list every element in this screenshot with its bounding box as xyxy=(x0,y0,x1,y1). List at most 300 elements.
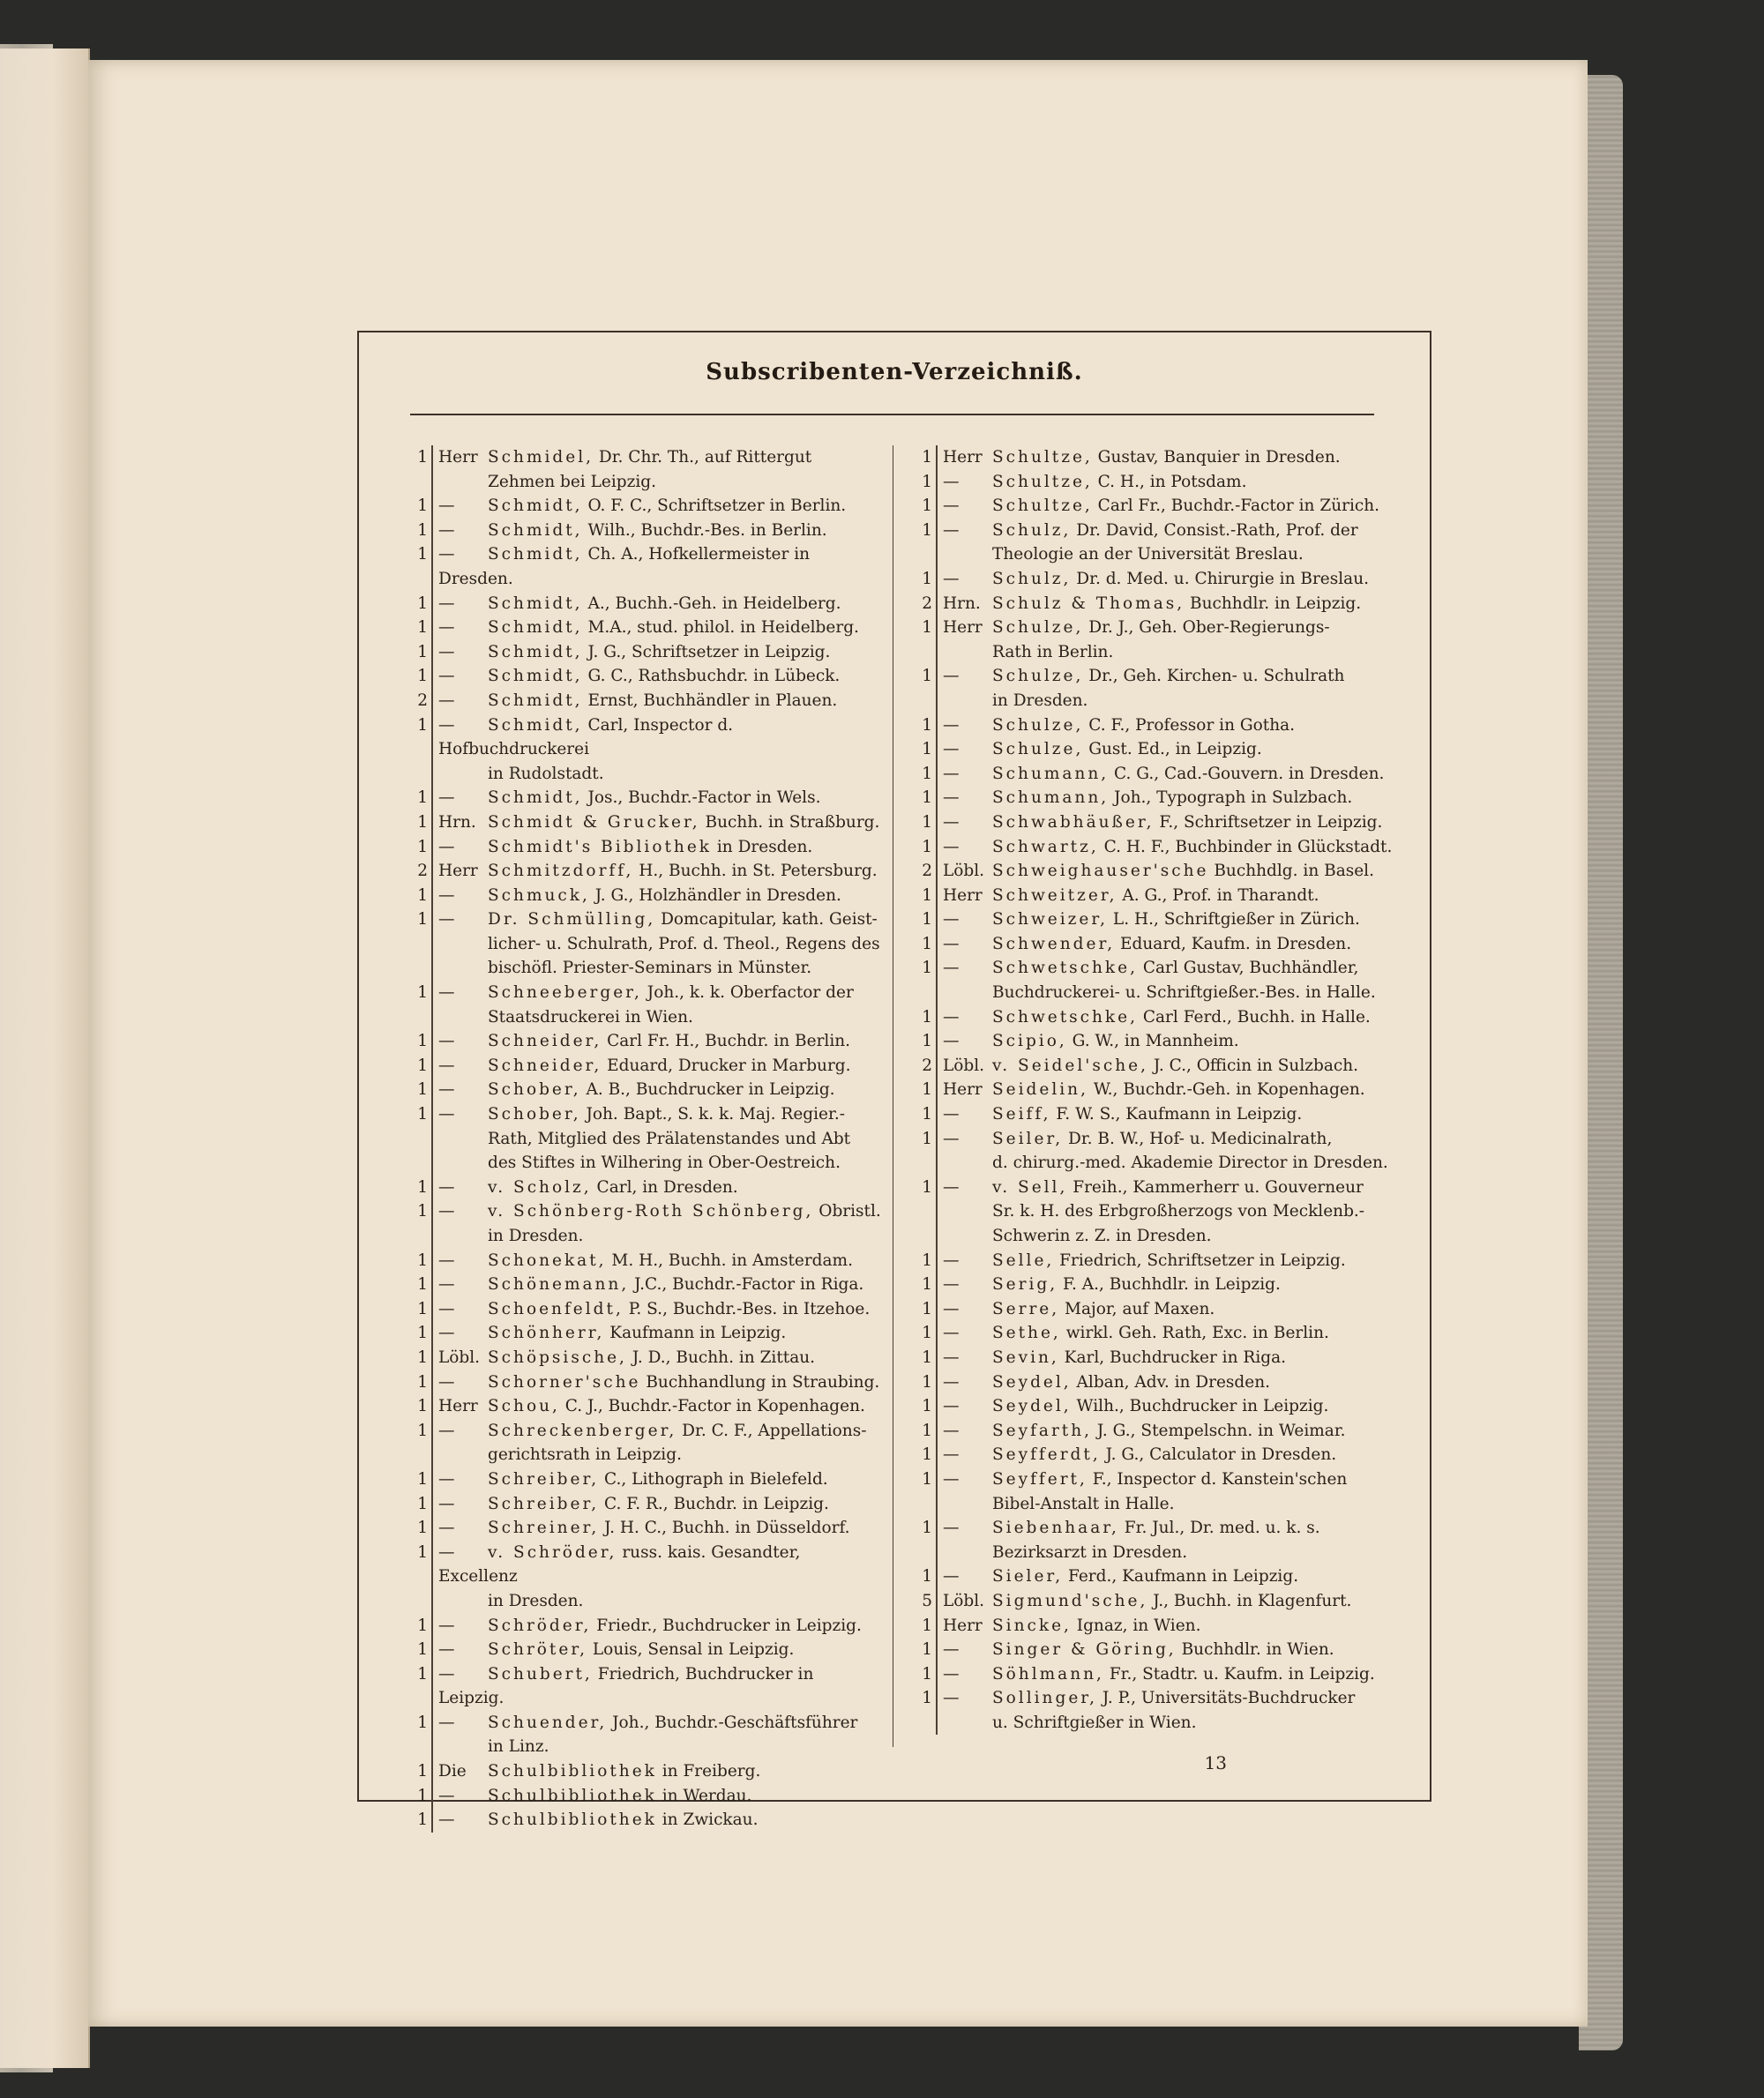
subscriber-entry xyxy=(401,1176,882,1200)
subscriber-text xyxy=(438,786,882,810)
subscriber-details: C. H. F., Buchbinder in Glückstadt. xyxy=(1098,837,1393,856)
subscriber-details: M. H., Buchh. in Amsterdam. xyxy=(606,1251,853,1270)
title-prefix: — xyxy=(438,520,455,540)
subscriber-entry xyxy=(401,542,882,591)
copies-count: 1 xyxy=(417,910,428,930)
subscriber-details: A. G., Prof. in Tharandt. xyxy=(1117,885,1319,905)
subscriber-details: Buchhandlung in Straubing. xyxy=(640,1372,880,1392)
subscriber-details: Carl, in Dresden. xyxy=(591,1177,738,1197)
subscriber-details: Alban, Adv. in Dresden. xyxy=(1071,1372,1271,1392)
subscriber-name: Schonekat, xyxy=(488,1251,607,1270)
subscriber-text xyxy=(943,762,1400,787)
subscriber-text xyxy=(943,835,1400,860)
subscriber-text xyxy=(943,1176,1400,1249)
copies-count: 1 xyxy=(417,788,428,808)
subscriber-text xyxy=(438,884,882,908)
title-prefix: Löbl. xyxy=(943,1056,985,1075)
title-prefix: — xyxy=(943,788,960,808)
subscriber-text xyxy=(438,1614,882,1639)
subscriber-text xyxy=(438,1249,882,1273)
subscriber-entry xyxy=(401,592,882,616)
subscriber-details-continued: Zehmen bei Leipzig. xyxy=(488,472,656,491)
subscriber-name: Sincke, xyxy=(992,1616,1072,1635)
subscriber-details-continued: Rath in Berlin. xyxy=(992,642,1114,661)
subscriber-name: Seyfferdt, xyxy=(992,1445,1101,1465)
copies-count: 2 xyxy=(922,594,932,613)
copies-count: 1 xyxy=(417,1056,428,1075)
copies-count: 1 xyxy=(922,472,932,491)
facing-page-edge xyxy=(0,49,90,2068)
copies-count: 1 xyxy=(922,1445,932,1465)
copies-count: 1 xyxy=(922,1348,932,1367)
subscriber-name: Seiff, xyxy=(992,1105,1051,1124)
count-separator xyxy=(431,616,433,640)
page-frame xyxy=(357,331,1431,1830)
title-prefix: — xyxy=(438,1542,455,1562)
title-prefix: Herr xyxy=(438,448,478,467)
subscriber-details: F., Inspector d. Kanstein'schen xyxy=(1087,1469,1348,1489)
title-prefix: — xyxy=(943,1372,960,1392)
count-separator xyxy=(431,1516,433,1541)
subscriber-text xyxy=(438,1492,882,1517)
subscriber-entry xyxy=(401,1614,882,1639)
subscriber-name: Schneeberger, xyxy=(488,983,642,1003)
subscriber-details-continued: in Linz. xyxy=(488,1737,549,1757)
title-prefix: — xyxy=(438,1177,455,1197)
subscriber-entry xyxy=(906,1176,1400,1249)
title-prefix: — xyxy=(943,740,960,759)
title-prefix: — xyxy=(438,594,455,613)
title-prefix: — xyxy=(943,1275,960,1295)
subscriber-text xyxy=(943,616,1400,664)
subscriber-entry xyxy=(906,1467,1400,1516)
copies-count: 1 xyxy=(922,1397,932,1416)
title-prefix: — xyxy=(943,910,960,930)
subscriber-details: L. H., Schriftgießer in Zürich. xyxy=(1108,910,1360,930)
copies-count: 1 xyxy=(922,1567,932,1587)
subscriber-details: J. P., Universitäts-Buchdrucker xyxy=(1096,1689,1356,1708)
subscriber-details: F. A., Buchhdlr. in Leipzig. xyxy=(1058,1275,1281,1295)
copies-count: 1 xyxy=(417,1348,428,1367)
subscriber-entry xyxy=(906,519,1400,567)
title-prefix: — xyxy=(943,1177,960,1197)
title-prefix: — xyxy=(438,788,455,808)
copies-count: 1 xyxy=(417,1275,428,1295)
copies-count: 1 xyxy=(922,1324,932,1343)
subscriber-name: Seyfarth, xyxy=(992,1421,1093,1440)
subscriber-text xyxy=(943,1029,1400,1054)
subscriber-text xyxy=(438,981,882,1029)
subscriber-name: Schreiner, xyxy=(488,1519,600,1538)
title-prefix: — xyxy=(438,691,455,710)
subscriber-entry xyxy=(906,567,1400,592)
subscriber-entry xyxy=(401,1394,882,1419)
subscriber-details: J. G., Stempelschn. in Weimar. xyxy=(1092,1421,1346,1440)
count-separator xyxy=(431,835,433,860)
subscriber-text xyxy=(438,1273,882,1297)
title-prefix: — xyxy=(943,1129,960,1148)
title-prefix: — xyxy=(943,1519,960,1538)
subscriber-name: Schmidt, xyxy=(488,788,583,808)
count-separator xyxy=(431,810,433,835)
subscriber-name: Schmuck, xyxy=(488,885,590,905)
title-prefix: — xyxy=(438,1324,455,1343)
count-separator xyxy=(936,1662,938,1687)
copies-count: 1 xyxy=(922,520,932,540)
subscriber-name: Schröder, xyxy=(488,1616,592,1635)
subscriber-name: Schulze, xyxy=(992,715,1084,735)
subscriber-name: Schumann, xyxy=(992,788,1110,808)
subscriber-details: Jos., Buchdr.-Factor in Wels. xyxy=(582,788,821,808)
copies-count: 1 xyxy=(417,983,428,1003)
subscriber-entry xyxy=(906,1054,1400,1079)
subscriber-entry xyxy=(906,1370,1400,1395)
subscriber-details: Carl Gustav, Buchhändler, xyxy=(1137,959,1359,978)
subscriber-text xyxy=(943,1516,1400,1564)
title-prefix: — xyxy=(438,1032,455,1051)
copies-count: 1 xyxy=(922,959,932,978)
title-prefix: Herr xyxy=(943,885,983,905)
title-prefix: Herr xyxy=(943,618,983,638)
copies-count: 1 xyxy=(922,448,932,467)
count-separator xyxy=(936,1273,938,1297)
count-separator xyxy=(936,1467,938,1516)
subscriber-name: Söhlmann, xyxy=(992,1664,1104,1684)
subscriber-text xyxy=(943,1564,1400,1589)
count-separator xyxy=(936,737,938,762)
subscriber-name: Siebenhaar, xyxy=(992,1519,1119,1538)
count-separator xyxy=(936,1249,938,1273)
subscriber-details: Louis, Sensal in Leipzig. xyxy=(587,1640,795,1660)
copies-count: 1 xyxy=(922,715,932,735)
subscriber-text xyxy=(943,1273,1400,1297)
copies-count: 1 xyxy=(417,812,428,832)
subscriber-name: v. Schönberg-Roth Schönberg, xyxy=(488,1202,814,1221)
copies-count: 2 xyxy=(417,862,428,881)
title-prefix: — xyxy=(438,1372,455,1392)
subscriber-entry xyxy=(401,1759,882,1784)
subscriber-name: Serig, xyxy=(992,1275,1058,1295)
copies-count: 1 xyxy=(922,1032,932,1051)
count-separator xyxy=(431,1467,433,1492)
subscriber-details: H., Buchh. in St. Petersburg. xyxy=(633,862,878,881)
title-prefix: Herr xyxy=(943,1080,983,1100)
subscriber-text xyxy=(438,1370,882,1395)
subscriber-text xyxy=(438,519,882,543)
count-separator xyxy=(431,664,433,689)
copies-count: 2 xyxy=(922,1056,932,1075)
count-separator xyxy=(431,1321,433,1346)
subscriber-details: russ. kais. Gesandter, Excellenz xyxy=(438,1542,801,1587)
subscriber-entry xyxy=(401,859,882,884)
subscriber-text xyxy=(943,956,1400,1004)
subscriber-entry xyxy=(401,664,882,689)
count-separator xyxy=(936,810,938,835)
subscriber-entry xyxy=(906,1249,1400,1273)
copies-count: 1 xyxy=(417,618,428,638)
copies-count: 1 xyxy=(417,1786,428,1805)
subscriber-text xyxy=(438,616,882,640)
subscriber-name: Schwetschke, xyxy=(992,1007,1138,1027)
title-prefix: — xyxy=(438,1105,455,1124)
count-separator xyxy=(936,470,938,495)
subscriber-details-continued: in Dresden. xyxy=(992,691,1088,710)
title-prefix: Die xyxy=(438,1762,467,1781)
count-separator xyxy=(936,1127,938,1176)
subscriber-details: G. W., in Mannheim. xyxy=(1066,1032,1239,1051)
subscriber-name: Schmidt, xyxy=(488,642,583,661)
count-separator xyxy=(936,664,938,713)
subscriber-entry xyxy=(906,494,1400,519)
subscriber-entry xyxy=(906,737,1400,762)
count-separator xyxy=(431,1054,433,1079)
title-prefix: — xyxy=(943,1348,960,1367)
copies-count: 1 xyxy=(417,1324,428,1343)
subscriber-details: J. G., Holzhändler in Dresden. xyxy=(589,885,841,905)
count-separator xyxy=(431,786,433,810)
subscriber-name: Schmidt & Grucker, xyxy=(488,812,700,832)
subscriber-entry xyxy=(906,445,1400,470)
title-prefix: — xyxy=(438,1811,455,1830)
count-separator xyxy=(431,1346,433,1370)
count-separator xyxy=(936,1564,938,1589)
subscriber-details: A., Buchh.-Geh. in Heidelberg. xyxy=(582,594,841,613)
subscriber-text xyxy=(438,1541,882,1614)
subscriber-name: Schultze, xyxy=(992,472,1093,491)
subscriber-entry xyxy=(906,1029,1400,1054)
subscriber-entry xyxy=(401,1029,882,1054)
count-separator xyxy=(936,713,938,738)
subscriber-name: Schulze, xyxy=(992,667,1084,686)
subscriber-text xyxy=(943,1614,1400,1639)
subscriber-entry xyxy=(906,1102,1400,1127)
title-prefix: — xyxy=(943,812,960,832)
subscriber-details: O. F. C., Schriftsetzer in Berlin. xyxy=(582,497,847,516)
copies-count: 1 xyxy=(417,1616,428,1635)
subscriber-entry xyxy=(401,1249,882,1273)
copies-count: 1 xyxy=(417,1397,428,1416)
count-separator xyxy=(936,1638,938,1662)
subscriber-text xyxy=(943,1589,1400,1614)
subscriber-entry xyxy=(906,1638,1400,1662)
subscriber-entry xyxy=(906,1273,1400,1297)
subscriber-text xyxy=(438,1784,882,1809)
subscriber-name: Schmidt, xyxy=(488,497,583,516)
count-separator xyxy=(936,616,938,664)
subscriber-details: Buchhdlg. in Basel. xyxy=(1208,862,1374,881)
subscriber-details: G. C., Rathsbuchdr. in Lübeck. xyxy=(582,667,841,686)
subscriber-details-continued: Bibel-Anstalt in Halle. xyxy=(992,1494,1175,1513)
title-prefix: — xyxy=(943,1007,960,1027)
subscriber-details: C. J., Buchdr.-Factor in Kopenhagen. xyxy=(559,1397,865,1416)
subscriber-text xyxy=(943,1467,1400,1516)
subscriber-name: Sollinger, xyxy=(992,1689,1097,1708)
copies-count: 1 xyxy=(922,1080,932,1100)
title-prefix: — xyxy=(438,545,455,564)
subscriber-entry xyxy=(401,1808,882,1833)
subscriber-details: in Freiberg. xyxy=(656,1762,761,1781)
subscriber-entry xyxy=(906,1614,1400,1639)
subscriber-name: Schöpsische, xyxy=(488,1348,627,1367)
count-separator xyxy=(431,1759,433,1784)
subscriber-text xyxy=(943,737,1400,762)
copies-count: 1 xyxy=(922,1519,932,1538)
subscriber-text xyxy=(943,664,1400,713)
title-prefix: — xyxy=(943,1324,960,1343)
subscriber-text xyxy=(943,470,1400,495)
subscriber-text xyxy=(943,1346,1400,1370)
subscriber-name: Schmidt's Bibliothek xyxy=(488,837,712,856)
count-separator xyxy=(431,542,433,591)
subscriber-name: Schwartz, xyxy=(992,837,1099,856)
subscriber-details-continued: licher- u. Schulrath, Prof. d. Theol., Regens des bischöfl. Priester-Seminars in Münster. xyxy=(488,934,880,978)
subscriber-text xyxy=(943,1370,1400,1395)
subscriber-text xyxy=(438,1394,882,1419)
subscriber-details: Ignaz, in Wien. xyxy=(1071,1616,1201,1635)
copies-count: 1 xyxy=(417,1372,428,1392)
subscriber-name: Selle, xyxy=(992,1251,1055,1270)
subscriber-name: Schönherr, xyxy=(488,1324,605,1343)
subscriber-details: in Dresden. xyxy=(711,837,813,856)
count-separator xyxy=(431,1492,433,1517)
subscriber-text xyxy=(438,1346,882,1370)
title-prefix: — xyxy=(943,1664,960,1684)
subscriber-name: Schmidt, xyxy=(488,545,583,564)
subscriber-details: Friedrich, Schriftsetzer in Leipzig. xyxy=(1054,1251,1346,1270)
subscriber-details: in Zwickau. xyxy=(656,1811,759,1830)
copies-count: 1 xyxy=(922,618,932,638)
subscriber-name: Schmidt, xyxy=(488,667,583,686)
copies-count: 1 xyxy=(417,520,428,540)
subscriber-details: Major, auf Maxen. xyxy=(1059,1299,1215,1318)
copies-count: 1 xyxy=(922,1299,932,1318)
subscriber-name: Schultze, xyxy=(992,497,1093,516)
subscriber-entry xyxy=(906,470,1400,495)
count-separator xyxy=(936,1102,938,1127)
subscriber-details: A. B., Buchdrucker in Leipzig. xyxy=(580,1080,835,1100)
page-title: Subscribenten-Verzeichniß. xyxy=(706,359,1083,385)
subscriber-entry xyxy=(906,592,1400,616)
title-prefix: — xyxy=(438,1616,455,1635)
subscriber-name: Schmidt, xyxy=(488,520,583,540)
title-prefix: — xyxy=(943,1299,960,1318)
subscriber-text xyxy=(438,1102,882,1176)
subscriber-name: Schuender, xyxy=(488,1713,608,1732)
subscriber-name: Schmidt, xyxy=(488,594,583,613)
subscriber-details: Ernst, Buchhändler in Plauen. xyxy=(582,691,838,710)
subscriber-details: Ch. A., Hofkellermeister in Dresden. xyxy=(438,545,811,588)
copies-count: 1 xyxy=(922,934,932,953)
subscriber-details: J. C., Officin in Sulzbach. xyxy=(1147,1056,1359,1075)
subscriber-entry xyxy=(401,1711,882,1759)
subscriber-entry xyxy=(906,1686,1400,1735)
copies-count: 1 xyxy=(417,1469,428,1489)
subscriber-entry xyxy=(401,1419,882,1467)
count-separator xyxy=(936,859,938,884)
subscriber-text xyxy=(943,519,1400,567)
subscriber-name: Schorner'sche xyxy=(488,1372,641,1392)
subscriber-name: Schulze, xyxy=(992,740,1084,759)
subscriber-name: v. Schröder, xyxy=(488,1542,617,1562)
subscriber-text xyxy=(438,1808,882,1833)
subscriber-details: Obristl. xyxy=(813,1202,881,1221)
count-separator xyxy=(431,445,433,494)
subscriber-details: Friedrich, Buchdrucker in Leipzig. xyxy=(438,1664,814,1708)
subscriber-entry xyxy=(906,932,1400,957)
subscriber-entry xyxy=(401,1370,882,1395)
count-separator xyxy=(431,1078,433,1102)
subscriber-text xyxy=(438,835,882,860)
subscriber-text xyxy=(438,859,882,884)
subscriber-name: Seiler, xyxy=(992,1129,1064,1148)
copies-count: 1 xyxy=(417,1713,428,1732)
count-separator xyxy=(431,859,433,884)
subscriber-text xyxy=(438,640,882,665)
copies-count: 1 xyxy=(417,1542,428,1562)
subscriber-entry xyxy=(401,1541,882,1614)
count-separator xyxy=(431,1784,433,1809)
subscriber-details: Ferd., Kaufmann in Leipzig. xyxy=(1063,1567,1299,1587)
count-separator xyxy=(936,786,938,810)
subscriber-entry xyxy=(401,494,882,519)
subscriber-details: Buchhdlr. in Wien. xyxy=(1176,1640,1334,1660)
subscriber-text xyxy=(943,907,1400,932)
count-separator xyxy=(431,713,433,787)
copies-count: 1 xyxy=(417,715,428,735)
subscriber-details: Gustav, Banquier in Dresden. xyxy=(1092,448,1341,467)
subscriber-name: Sethe, xyxy=(992,1324,1061,1343)
subscriber-text xyxy=(438,542,882,591)
title-prefix: Löbl. xyxy=(943,862,985,881)
subscriber-text xyxy=(438,1078,882,1102)
title-prefix: — xyxy=(943,1032,960,1051)
title-prefix: — xyxy=(943,837,960,856)
count-separator xyxy=(936,519,938,567)
subscriber-name: Sieler, xyxy=(992,1567,1064,1587)
subscriber-text xyxy=(943,1419,1400,1444)
title-prefix: Herr xyxy=(438,1397,478,1416)
subscriber-entry xyxy=(401,1784,882,1809)
subscriber-name: Schmidel, xyxy=(488,448,594,467)
subscriber-text xyxy=(438,1199,882,1248)
subscriber-details-continued: Bezirksarzt in Dresden. xyxy=(992,1542,1188,1562)
title-prefix: — xyxy=(438,642,455,661)
subscriber-details: Dr. Chr. Th., auf Rittergut xyxy=(594,448,812,467)
subscriber-details: Buchh. in Straßburg. xyxy=(699,812,880,832)
subscriber-details: Joh., Buchdr.-Geschäftsführer xyxy=(607,1713,858,1732)
copies-count: 1 xyxy=(417,642,428,661)
count-separator xyxy=(936,445,938,470)
subscriber-name: Schumann, xyxy=(992,764,1110,783)
count-separator xyxy=(936,1054,938,1079)
count-separator xyxy=(936,884,938,908)
subscriber-entry xyxy=(401,1078,882,1102)
title-prefix: — xyxy=(438,1713,455,1732)
subscriber-name: v. Scholz, xyxy=(488,1177,592,1197)
title-prefix: — xyxy=(943,497,960,516)
subscriber-entry xyxy=(906,1516,1400,1564)
subscriber-entry xyxy=(401,1273,882,1297)
subscriber-text xyxy=(438,810,882,835)
count-separator xyxy=(431,1273,433,1297)
subscriber-details: in Werdau. xyxy=(656,1786,752,1805)
copies-count: 1 xyxy=(922,1372,932,1392)
copies-count: 1 xyxy=(922,1689,932,1708)
title-prefix: Hrn. xyxy=(438,812,476,832)
subscriber-details: F., Schriftsetzer in Leipzig. xyxy=(1154,812,1383,832)
count-separator xyxy=(936,932,938,957)
title-prefix: — xyxy=(438,885,455,905)
